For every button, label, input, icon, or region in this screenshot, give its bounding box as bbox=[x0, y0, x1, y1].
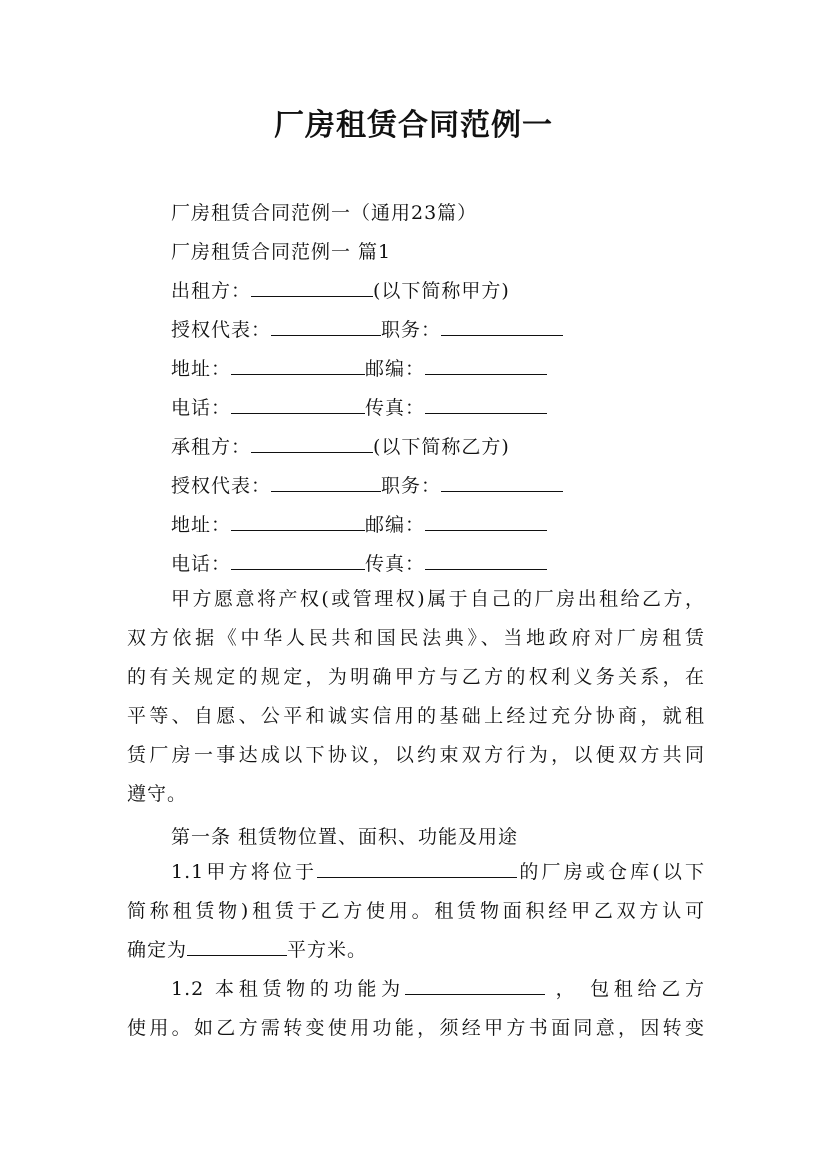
auth-rep-blank bbox=[271, 317, 381, 336]
position-blank bbox=[441, 473, 563, 492]
article-1-heading: 第一条 租赁物位置、面积、功能及用途 bbox=[171, 826, 519, 848]
auth-rep-label: 授权代表： bbox=[171, 319, 272, 341]
postcode-label: 邮编： bbox=[365, 358, 426, 380]
position-blank bbox=[441, 317, 563, 336]
paragraph-line: 平等、自愿、公平和诚实信用的基础上经过充分协商，就租 bbox=[127, 705, 705, 727]
paragraph-line: 双方依据《中华人民共和国民法典》、当地政府对厂房租赁 bbox=[127, 627, 705, 649]
clause-1-1-line3-suffix: 平方米。 bbox=[287, 939, 368, 961]
address-blank bbox=[231, 356, 365, 375]
function-blank bbox=[405, 976, 545, 995]
lessee-blank bbox=[251, 434, 373, 453]
phone-blank bbox=[231, 551, 365, 570]
fax-blank bbox=[425, 551, 547, 570]
fax-label: 传真： bbox=[365, 553, 426, 575]
clause-1-1 bbox=[127, 853, 705, 970]
lessor-label: 出租方： bbox=[171, 280, 252, 302]
lessor-phone-line bbox=[171, 393, 547, 420]
area-blank bbox=[187, 937, 287, 956]
fax-blank bbox=[425, 395, 547, 414]
phone-label: 电话： bbox=[171, 397, 232, 419]
lessee-address-line bbox=[171, 510, 547, 537]
clause-1-2-prefix: 1.2 本租赁物的功能为 bbox=[171, 978, 405, 1000]
lessor-blank bbox=[251, 278, 373, 297]
location-blank bbox=[317, 859, 517, 878]
lessee-label: 承租方： bbox=[171, 436, 252, 458]
auth-rep-label: 授权代表： bbox=[171, 475, 272, 497]
section-heading: 厂房租赁合同范例一 篇1 bbox=[171, 241, 392, 263]
lessor-line bbox=[171, 276, 510, 303]
clause-line bbox=[127, 931, 705, 970]
postcode-blank bbox=[425, 512, 547, 531]
lessor-suffix: (以下简称甲方) bbox=[373, 280, 510, 302]
lessor-auth-rep-line bbox=[171, 315, 563, 342]
clause-line: 简称租赁物)租赁于乙方使用。租赁物面积经甲乙双方认可 bbox=[127, 900, 705, 922]
paragraph-line: 赁厂房一事达成以下协议，以约束双方行为，以便双方共同 bbox=[127, 744, 705, 766]
phone-label: 电话： bbox=[171, 553, 232, 575]
address-label: 地址： bbox=[171, 514, 232, 536]
document-title: 厂房租赁合同范例一 bbox=[274, 108, 553, 143]
postcode-label: 邮编： bbox=[365, 514, 426, 536]
position-label: 职务： bbox=[381, 475, 442, 497]
clause-line bbox=[127, 970, 705, 1009]
clause-1-1-prefix: 1.1甲方将位于 bbox=[171, 861, 318, 883]
lessee-auth-rep-line bbox=[171, 471, 563, 498]
clause-1-2 bbox=[127, 970, 705, 1048]
clause-line: 使用。如乙方需转变使用功能，须经甲方书面同意，因转变 bbox=[127, 1017, 705, 1039]
paragraph-line: 甲方愿意将产权(或管理权)属于自己的厂房出租给乙方， bbox=[171, 588, 705, 610]
position-label: 职务： bbox=[381, 319, 442, 341]
fax-label: 传真： bbox=[365, 397, 426, 419]
document-subtitle: 厂房租赁合同范例一（通用23篇） bbox=[171, 202, 478, 224]
postcode-blank bbox=[425, 356, 547, 375]
lessor-address-line bbox=[171, 354, 547, 381]
intro-paragraph bbox=[127, 580, 705, 814]
lessee-line bbox=[171, 432, 510, 459]
phone-blank bbox=[231, 395, 365, 414]
clause-1-1-line3-prefix: 确定为 bbox=[127, 939, 188, 961]
address-blank bbox=[231, 512, 365, 531]
clause-line bbox=[127, 853, 705, 892]
auth-rep-blank bbox=[271, 473, 381, 492]
clause-1-1-middle: 的厂房或仓库(以下 bbox=[517, 861, 706, 883]
lessee-suffix: (以下简称乙方) bbox=[373, 436, 510, 458]
paragraph-line: 遵守。 bbox=[127, 783, 188, 805]
lessee-phone-line bbox=[171, 549, 547, 576]
address-label: 地址： bbox=[171, 358, 232, 380]
paragraph-line: 的有关规定的规定，为明确甲方与乙方的权利义务关系，在 bbox=[127, 666, 705, 688]
clause-1-2-middle: ， 包租给乙方 bbox=[544, 978, 705, 1000]
